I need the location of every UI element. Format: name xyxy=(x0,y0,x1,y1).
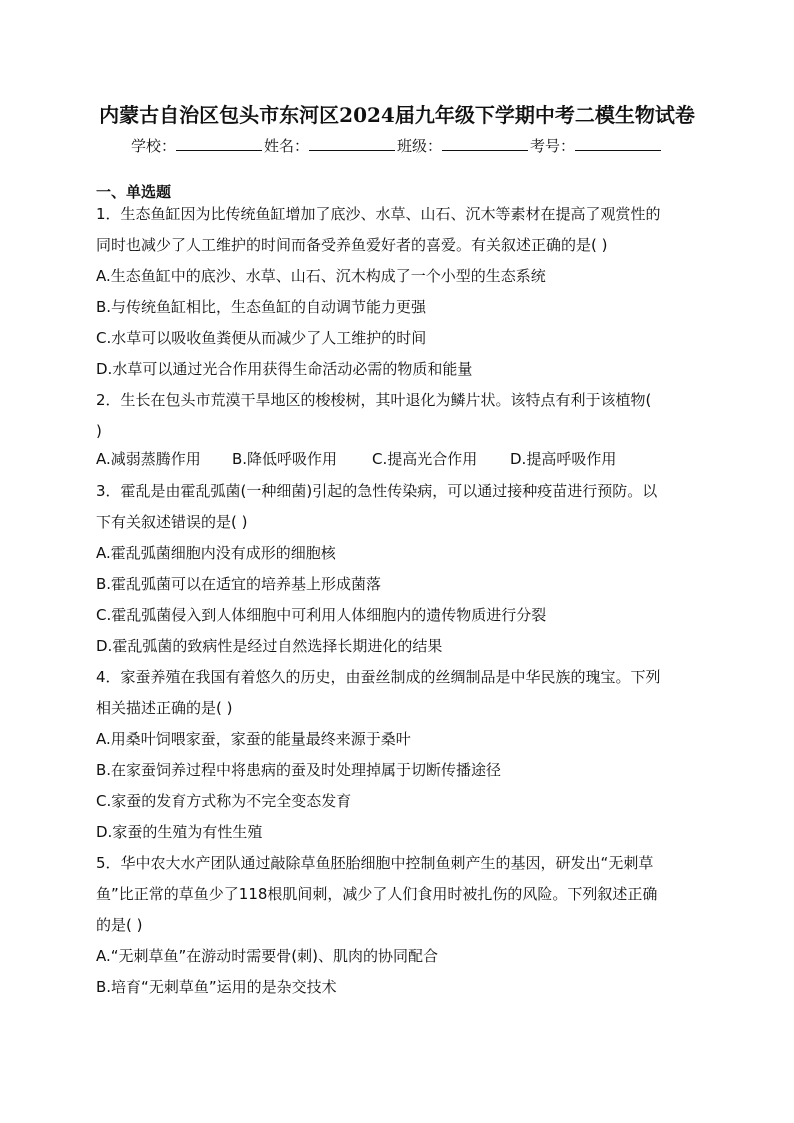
question-4-option-c: C.家蚕的发育方式称为不完全变态发育 xyxy=(96,792,352,810)
name-label: 姓名： xyxy=(263,137,309,155)
exam-number-blank[interactable] xyxy=(575,136,661,151)
question-5-option-b: B.培育“无刺草鱼”运用的是杂交技术 xyxy=(96,978,337,996)
school-blank[interactable] xyxy=(176,136,262,151)
question-2-option-d: D.提高呼吸作用 xyxy=(510,450,617,468)
question-5-stem-line-2: 鱼”比正常的草鱼少了118根肌间刺，减少了人们食用时被扎伤的风险。下列叙述正确 xyxy=(96,885,658,903)
question-4-option-a: A.用桑叶饲喂家蚕，家蚕的能量最终来源于桑叶 xyxy=(96,730,411,748)
student-info-row xyxy=(0,135,794,157)
question-3-option-a: A.霍乱弧菌细胞内没有成形的细胞核 xyxy=(96,544,336,562)
class-label: 班级： xyxy=(397,137,443,155)
school-label: 学校： xyxy=(130,137,176,155)
question-2-option-a: A.减弱蒸腾作用 xyxy=(96,450,201,468)
question-5-stem-line-1: 5．华中农大水产团队通过敲除草鱼胚胎细胞中控制鱼刺产生的基因，研发出“无刺草 xyxy=(96,854,654,872)
question-2-options xyxy=(96,448,706,470)
question-1-option-b: B.与传统鱼缸相比，生态鱼缸的自动调节能力更强 xyxy=(96,298,427,316)
question-3-option-c: C.霍乱弧菌侵入到人体细胞中可利用人体细胞内的遗传物质进行分裂 xyxy=(96,606,547,624)
question-4-stem-line-2: 相关描述正确的是( ) xyxy=(96,699,233,717)
question-5-stem-line-3: 的是( ) xyxy=(96,916,143,934)
question-3-option-b: B.霍乱弧菌可以在适宜的培养基上形成菌落 xyxy=(96,575,382,593)
question-4-stem-line-1: 4．家蚕养殖在我国有着悠久的历史，由蚕丝制成的丝绸制品是中华民族的瑰宝。下列 xyxy=(96,668,661,686)
question-3-option-d: D.霍乱弧菌的致病性是经过自然选择长期进化的结果 xyxy=(96,637,443,655)
section-heading: 一、单选题 xyxy=(96,183,172,201)
exam-title: 内蒙古自治区包头市东河区2024届九年级下学期中考二模生物试卷 xyxy=(99,103,695,127)
question-1-option-a: A.生态鱼缸中的底沙、水草、山石、沉木构成了一个小型的生态系统 xyxy=(96,267,546,285)
question-2-stem-line-1: 2．生长在包头市荒漠干旱地区的梭梭树，其叶退化为鳞片状。该特点有利于该植物( xyxy=(96,391,652,409)
question-1-option-c: C.水草可以吸收鱼粪便从而减少了人工维护的时间 xyxy=(96,329,427,347)
question-1-stem-line-2: 同时也减少了人工维护的时间而备受养鱼爱好者的喜爱。有关叙述正确的是( ) xyxy=(96,236,608,254)
question-4-option-d: D.家蚕的生殖为有性生殖 xyxy=(96,823,263,841)
question-3-stem-line-2: 下有关叙述错误的是( ) xyxy=(96,513,248,531)
question-3-stem-line-1: 3．霍乱是由霍乱弧菌(一种细菌)引起的急性传染病，可以通过接种疫苗进行预防。以 xyxy=(96,482,658,500)
exam-number-label: 考号： xyxy=(530,137,576,155)
question-4-option-b: B.在家蚕饲养过程中将患病的蚕及时处理掉属于切断传播途径 xyxy=(96,761,502,779)
question-2-option-c: C.提高光合作用 xyxy=(372,450,478,468)
question-2-option-b: B.降低呼吸作用 xyxy=(232,450,338,468)
class-blank[interactable] xyxy=(442,136,528,151)
question-2-stem-line-2: ) xyxy=(96,422,102,440)
question-5-option-a: A.“无刺草鱼”在游动时需要骨(刺)、肌肉的协同配合 xyxy=(96,947,439,965)
question-1-option-d: D.水草可以通过光合作用获得生命活动必需的物质和能量 xyxy=(96,360,473,378)
name-blank[interactable] xyxy=(309,136,395,151)
question-1-stem-line-1: 1．生态鱼缸因为比传统鱼缸增加了底沙、水草、山石、沉木等素材在提高了观赏性的 xyxy=(96,205,661,223)
